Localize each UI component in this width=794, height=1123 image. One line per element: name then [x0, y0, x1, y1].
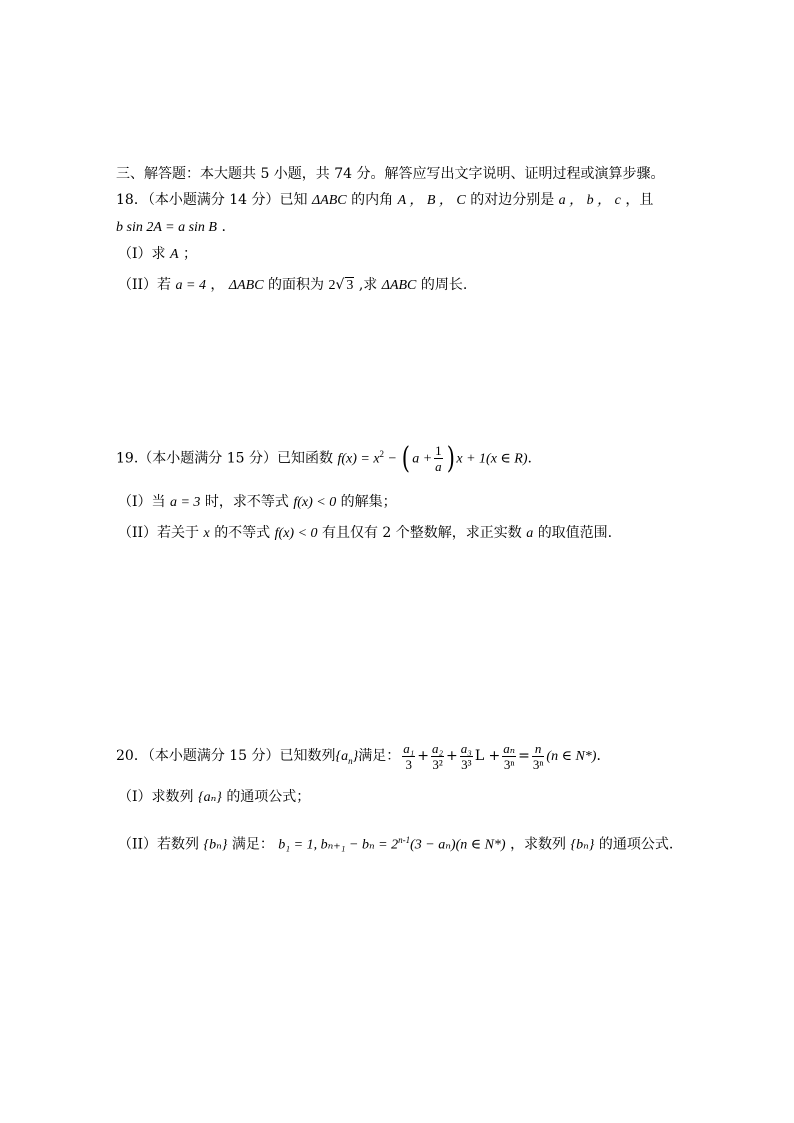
q20-text: ．: [596, 748, 611, 764]
q20-frac2: [431, 741, 444, 772]
q18-triangle: ΔABC: [311, 193, 347, 208]
q20-f5-den: 3ⁿ: [532, 756, 544, 772]
q18-area-coef: 2: [328, 278, 336, 293]
q20-domain: (n ∈ N*): [546, 749, 597, 764]
q18-angles: A ， B ， C: [397, 193, 466, 208]
q18-text: ,求: [358, 277, 378, 293]
q18-triangle: ΔABC: [228, 278, 264, 293]
q20-part2-exp: n-1: [398, 835, 411, 845]
q19-part2-ineq: f(x) < 0: [274, 526, 318, 541]
q18-text: 的内角: [351, 192, 394, 208]
q18-area-radicand: 3: [346, 278, 354, 293]
q20-seq: {a: [335, 749, 349, 764]
q20-part2-label: （II）若数列: [118, 836, 200, 853]
q20-f3-den: 3³: [461, 756, 472, 772]
left-paren-icon: (: [402, 440, 411, 476]
q19-part2-var: x: [203, 526, 210, 541]
q18-text: 的周长.: [420, 277, 468, 293]
section-heading: [116, 164, 665, 184]
q20-frac5: [532, 741, 545, 772]
q18-part1-label: （I）求: [118, 246, 166, 262]
q19-text: 的不等式: [214, 525, 271, 541]
q19-func-exp: 2: [379, 449, 385, 459]
q19-minus: −: [384, 451, 401, 467]
q20-f5-num: n: [532, 741, 545, 757]
q20-statement: 20．（本小题满分 15 分）已知数列$\{a_n\}$满足： $\frac{\text{a₁}}{3}$ + $\frac{\text{a₂}}{\text{3²}}$ + $\frac{\text{a₃}}{\text{3³}}$ L + $\frac{\text{aₙ}}{\text{3ⁿ}}$ = $\frac{n}{\text{3ⁿ}}$ (n ∈ N*)．: [116, 740, 611, 772]
q18-text: 的面积为: [268, 277, 324, 293]
q20-f1-den: 3: [405, 756, 413, 772]
q18-text: 的对边分别是: [470, 192, 555, 208]
q18-part1-var: A: [169, 247, 179, 262]
q19-frac-num: 1: [435, 443, 442, 459]
q20-part2: [118, 830, 673, 856]
q18-text: ，且: [625, 192, 654, 208]
q20-text: 的通项公式.: [598, 836, 674, 853]
q20-text: 的通项公式；: [226, 789, 311, 805]
q19-part1: [118, 492, 397, 513]
q20-f2-num: a₂: [432, 740, 444, 756]
q19-part1-ineq: f(x) < 0: [293, 495, 337, 510]
q18-condition: b sin 2A = a sin B: [116, 220, 217, 235]
ellipsis-icon: L: [474, 748, 485, 764]
q20-part2-seq: {bₙ}: [203, 837, 228, 853]
q18-statement: [116, 190, 653, 211]
q20-part1: [118, 787, 310, 808]
q19-frac-den: a: [435, 459, 442, 475]
q20-prefix: 20．（本小题满分 15 分）已知数列: [116, 748, 336, 764]
q20-text: 满足：: [358, 748, 401, 764]
q19-text: 有且仅有 2 个整数解，求正实数: [321, 525, 522, 541]
q20-part2-seq2: {bₙ}: [570, 837, 595, 853]
q19-part2-var2: a: [526, 526, 534, 541]
q20-f4-den: 3ⁿ: [503, 756, 515, 772]
q19-text: 的取值范围.: [537, 525, 613, 541]
q20-frac1: [402, 741, 415, 772]
q20-f3-num: a₃: [460, 740, 472, 756]
q18-sides: a ， b ， c: [558, 193, 621, 208]
q20-eq: =: [518, 748, 530, 764]
q19-paren-a: a +: [412, 451, 433, 467]
q20-part1-label: （I）求数列: [118, 789, 194, 805]
q19-part1-label: （I）当: [118, 494, 166, 510]
q20-part2-rel2: (3 − aₙ)(n ∈ N*): [410, 837, 506, 853]
q19-part1-cond: a = 3: [169, 495, 201, 510]
q20-frac4: [502, 741, 516, 772]
q18-condition-line: [116, 217, 226, 238]
q20-f2-den: 3²: [432, 756, 443, 772]
q20-text: 满足：: [231, 836, 274, 853]
q19-part2: [118, 523, 612, 544]
q18-part2-label: （II）若: [118, 277, 172, 293]
q18-text: ，: [210, 277, 225, 293]
q19-prefix: 19.（本小题满分 15 分）已知函数: [116, 450, 333, 467]
right-paren-icon: ): [446, 440, 455, 476]
q20-part2-rel: b₁ = 1, bₙ₊₁ − bₙ = 2: [278, 837, 399, 853]
q19-text: 的解集；: [340, 494, 397, 510]
sqrt-icon: √: [335, 277, 345, 293]
q18-part2-given: a = 4: [175, 278, 206, 293]
q19-func-tail: x + 1(x ∈ R): [456, 451, 528, 467]
q20-part1-seq: {aₙ}: [197, 790, 222, 805]
q20-seq-close: }: [352, 749, 359, 764]
q20-seq-sub: n: [348, 755, 353, 766]
q19-func-lhs: f(x) = x: [337, 451, 380, 467]
q20-text: ，求数列: [510, 836, 567, 853]
q20-f4-num: aₙ: [503, 740, 516, 756]
q19-statement: [116, 436, 532, 478]
q19-part2-label: （II）若关于: [118, 525, 200, 541]
q18-triangle: ΔABC: [381, 278, 417, 293]
q18-text: ；: [183, 246, 197, 262]
section-heading-text: 三、解答题：本大题共 5 小题，共 74 分。解答应写出文字说明、证明过程或演算步骤。: [116, 166, 665, 182]
q19-fraction: [434, 443, 443, 474]
q18-prefix: 18．（本小题满分 14 分）已知: [116, 192, 308, 208]
q18-part2: [118, 275, 467, 296]
q20-f1-num: a₁: [403, 740, 415, 756]
q19-text: 时，求不等式: [204, 494, 289, 510]
q20-frac3: [460, 741, 473, 772]
q18-text: .: [221, 219, 226, 235]
q18-part1: [118, 244, 197, 265]
q19-text: .: [527, 450, 532, 467]
